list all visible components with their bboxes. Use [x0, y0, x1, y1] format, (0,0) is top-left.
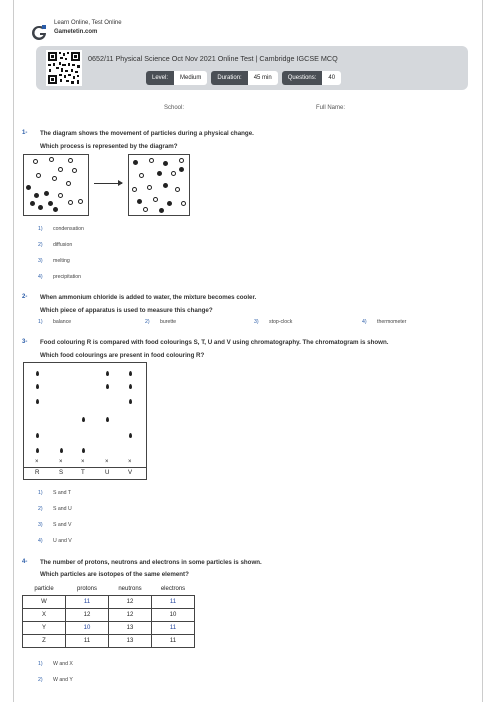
particle-filled	[26, 185, 31, 190]
option-number: 2)	[38, 242, 43, 248]
particle-open	[139, 173, 144, 178]
level-value: Medium	[174, 71, 207, 85]
particle-open	[175, 187, 180, 192]
option-text: S and T	[53, 490, 72, 496]
duration-label: Duration:	[211, 71, 247, 85]
chromatogram-spot	[60, 448, 63, 453]
chromatogram	[23, 362, 147, 480]
particle-filled	[38, 205, 43, 210]
option-text: melting	[53, 258, 70, 264]
option-1[interactable]	[38, 490, 71, 496]
option-text: stop-clock	[269, 319, 293, 325]
table-cell: 12	[66, 609, 109, 622]
particle-open	[147, 185, 152, 190]
table-row	[23, 596, 195, 609]
particle-filled	[48, 201, 53, 206]
option-1[interactable]	[38, 226, 84, 232]
level-label: Level:	[146, 71, 174, 85]
sample-label: R	[35, 469, 40, 476]
question-number: 1-	[22, 130, 28, 136]
option-text: W and X	[53, 661, 73, 667]
table-cell: 12	[109, 596, 152, 609]
particle-open	[68, 158, 73, 163]
chromatogram-spot	[36, 433, 39, 438]
origin-mark: ×	[81, 459, 85, 465]
sample-label: U	[105, 469, 110, 476]
table-header: electrons	[152, 583, 195, 596]
table-cell: 11	[66, 596, 109, 609]
page-border-left	[13, 0, 14, 702]
particle-open	[58, 193, 63, 198]
table-cell: 13	[109, 635, 152, 648]
table-cell: Y	[23, 622, 66, 635]
particle-filled	[159, 208, 164, 213]
particle-open	[58, 167, 63, 172]
option-text: diffusion	[53, 242, 73, 248]
duration-value: 45 min	[248, 71, 278, 85]
exam-banner	[36, 46, 468, 90]
change-arrow	[94, 183, 122, 184]
question-text: When ammonium chloride is added to water, the mixture becomes cooler.	[40, 294, 257, 301]
particle-filled	[167, 201, 172, 206]
option-number: 1)	[38, 226, 43, 232]
option-number: 1)	[38, 490, 43, 496]
table-row	[23, 622, 195, 635]
particle-open	[33, 159, 38, 164]
option-text: burette	[160, 319, 177, 325]
table-header-row	[23, 583, 195, 596]
chromatogram-spot	[106, 371, 109, 376]
duration-chip	[211, 71, 277, 85]
table-header: neutrons	[109, 583, 152, 596]
option-text: balance	[53, 319, 72, 325]
brand-tagline: Learn Online, Test Online	[54, 20, 122, 26]
question-text: The diagram shows the movement of particles during a physical change.	[40, 130, 254, 137]
table-cell: 11	[152, 622, 195, 635]
particle-open	[52, 176, 57, 181]
question-text: Food colouring R is compared with food colourings S, T, U and V using chromatography. The chromatogram is shown.	[40, 339, 389, 346]
table-cell: X	[23, 609, 66, 622]
particle-filled	[53, 207, 58, 212]
option-1[interactable]	[38, 319, 71, 325]
option-number: 2)	[38, 506, 43, 512]
option-number: 4)	[38, 274, 43, 280]
option-text: U and V	[53, 538, 72, 544]
exam-meta	[146, 71, 341, 85]
option-3[interactable]	[38, 258, 70, 264]
question-prompt: Which particles are isotopes of the same element?	[40, 571, 189, 578]
particle-filled	[30, 201, 35, 206]
table-header: particle	[23, 583, 66, 596]
option-number: 2)	[38, 677, 43, 683]
particle-open	[36, 173, 41, 178]
particle-open	[66, 181, 71, 186]
particle-filled	[137, 199, 142, 204]
page-border-right	[482, 0, 483, 702]
option-3[interactable]	[254, 319, 292, 325]
question-number: 3-	[22, 339, 28, 345]
table-cell: Z	[23, 635, 66, 648]
chromatogram-spot	[36, 371, 39, 376]
option-4[interactable]	[362, 319, 406, 325]
chromatogram-spot	[106, 384, 109, 389]
particles-before-diagram	[23, 154, 89, 216]
particle-open	[49, 157, 54, 162]
option-2[interactable]	[38, 677, 73, 683]
particle-open	[181, 201, 186, 206]
particle-filled	[34, 193, 39, 198]
chromatogram-spot	[129, 371, 132, 376]
table-cell: 10	[152, 609, 195, 622]
particle-open	[171, 171, 176, 176]
option-number: 1)	[38, 661, 43, 667]
option-1[interactable]	[38, 661, 73, 667]
particle-open	[132, 187, 137, 192]
option-number: 3)	[38, 258, 43, 264]
question-prompt: Which food colourings are present in food colouring R?	[40, 352, 205, 359]
option-number: 1)	[38, 319, 43, 325]
chromatogram-spot	[129, 399, 132, 404]
table-cell: 11	[152, 596, 195, 609]
particle-filled	[163, 161, 168, 166]
option-number: 3)	[38, 522, 43, 528]
table-row	[23, 609, 195, 622]
option-text: condensation	[53, 226, 84, 232]
question-prompt: Which process is represented by the diagram?	[40, 143, 178, 150]
option-text: S and V	[53, 522, 72, 528]
chromatogram-spot	[36, 384, 39, 389]
qr-code-icon	[46, 50, 82, 86]
chromatogram-spot	[36, 448, 39, 453]
option-text: precipitation	[53, 274, 81, 280]
option-3[interactable]	[38, 522, 71, 528]
chromatogram-spot	[82, 448, 85, 453]
particle-filled	[163, 183, 168, 188]
table-cell: 11	[152, 635, 195, 648]
origin-mark: ×	[35, 459, 39, 465]
origin-mark: ×	[105, 459, 109, 465]
particle-open	[68, 200, 73, 205]
option-number: 4)	[362, 319, 367, 325]
option-number: 2)	[145, 319, 150, 325]
questions-chip	[282, 71, 341, 85]
chromatogram-spot	[82, 417, 85, 422]
table-cell: 13	[109, 622, 152, 635]
particle-open	[143, 207, 148, 212]
particle-filled	[133, 160, 138, 165]
particle-open	[78, 199, 83, 204]
particle-open	[72, 168, 77, 173]
sample-label: S	[59, 469, 64, 476]
particles-after-diagram	[128, 154, 190, 216]
full-name-field[interactable]: Full Name:	[316, 105, 346, 111]
option-4[interactable]	[38, 538, 72, 544]
particles-table	[22, 583, 195, 648]
table-cell: 12	[109, 609, 152, 622]
option-number: 3)	[254, 319, 259, 325]
particle-open	[149, 158, 154, 163]
gametetin-logo-icon	[30, 24, 48, 42]
table-cell: W	[23, 596, 66, 609]
level-chip	[146, 71, 207, 85]
option-text: W and Y	[53, 677, 73, 683]
origin-mark: ×	[128, 459, 132, 465]
table-row	[23, 635, 195, 648]
chromatogram-spot	[129, 384, 132, 389]
chromatogram-spot	[129, 433, 132, 438]
school-field[interactable]: School:	[164, 105, 185, 111]
chromatogram-spot	[36, 399, 39, 404]
origin-mark: ×	[59, 459, 63, 465]
question-text: The number of protons, neutrons and electrons in some particles is shown.	[40, 559, 262, 566]
option-number: 4)	[38, 538, 43, 544]
option-2[interactable]	[38, 242, 72, 248]
option-2[interactable]	[38, 506, 72, 512]
sample-label: T	[81, 469, 85, 476]
table-cell: 11	[66, 635, 109, 648]
table-cell: 10	[66, 622, 109, 635]
particle-filled	[157, 171, 162, 176]
particle-filled	[179, 167, 184, 172]
chromatogram-spot	[106, 417, 109, 422]
question-number: 4-	[22, 559, 28, 565]
option-4[interactable]	[38, 274, 81, 280]
brand-site: Gametetin.com	[54, 29, 98, 35]
option-2[interactable]	[145, 319, 176, 325]
questions-value: 40	[322, 71, 341, 85]
question-prompt: Which piece of apparatus is used to measure this change?	[40, 307, 213, 314]
particle-filled	[44, 191, 49, 196]
particle-open	[153, 197, 158, 202]
table-header: protons	[66, 583, 109, 596]
baseline	[24, 467, 146, 468]
question-number: 2-	[22, 294, 28, 300]
option-text: S and U	[53, 506, 72, 512]
option-text: thermometer	[377, 319, 407, 325]
questions-label: Questions:	[282, 71, 323, 85]
particle-open	[179, 158, 184, 163]
sample-label: V	[128, 469, 133, 476]
exam-title: 0652/11 Physical Science Oct Nov 2021 Online Test | Cambridge IGCSE MCQ	[88, 54, 338, 63]
